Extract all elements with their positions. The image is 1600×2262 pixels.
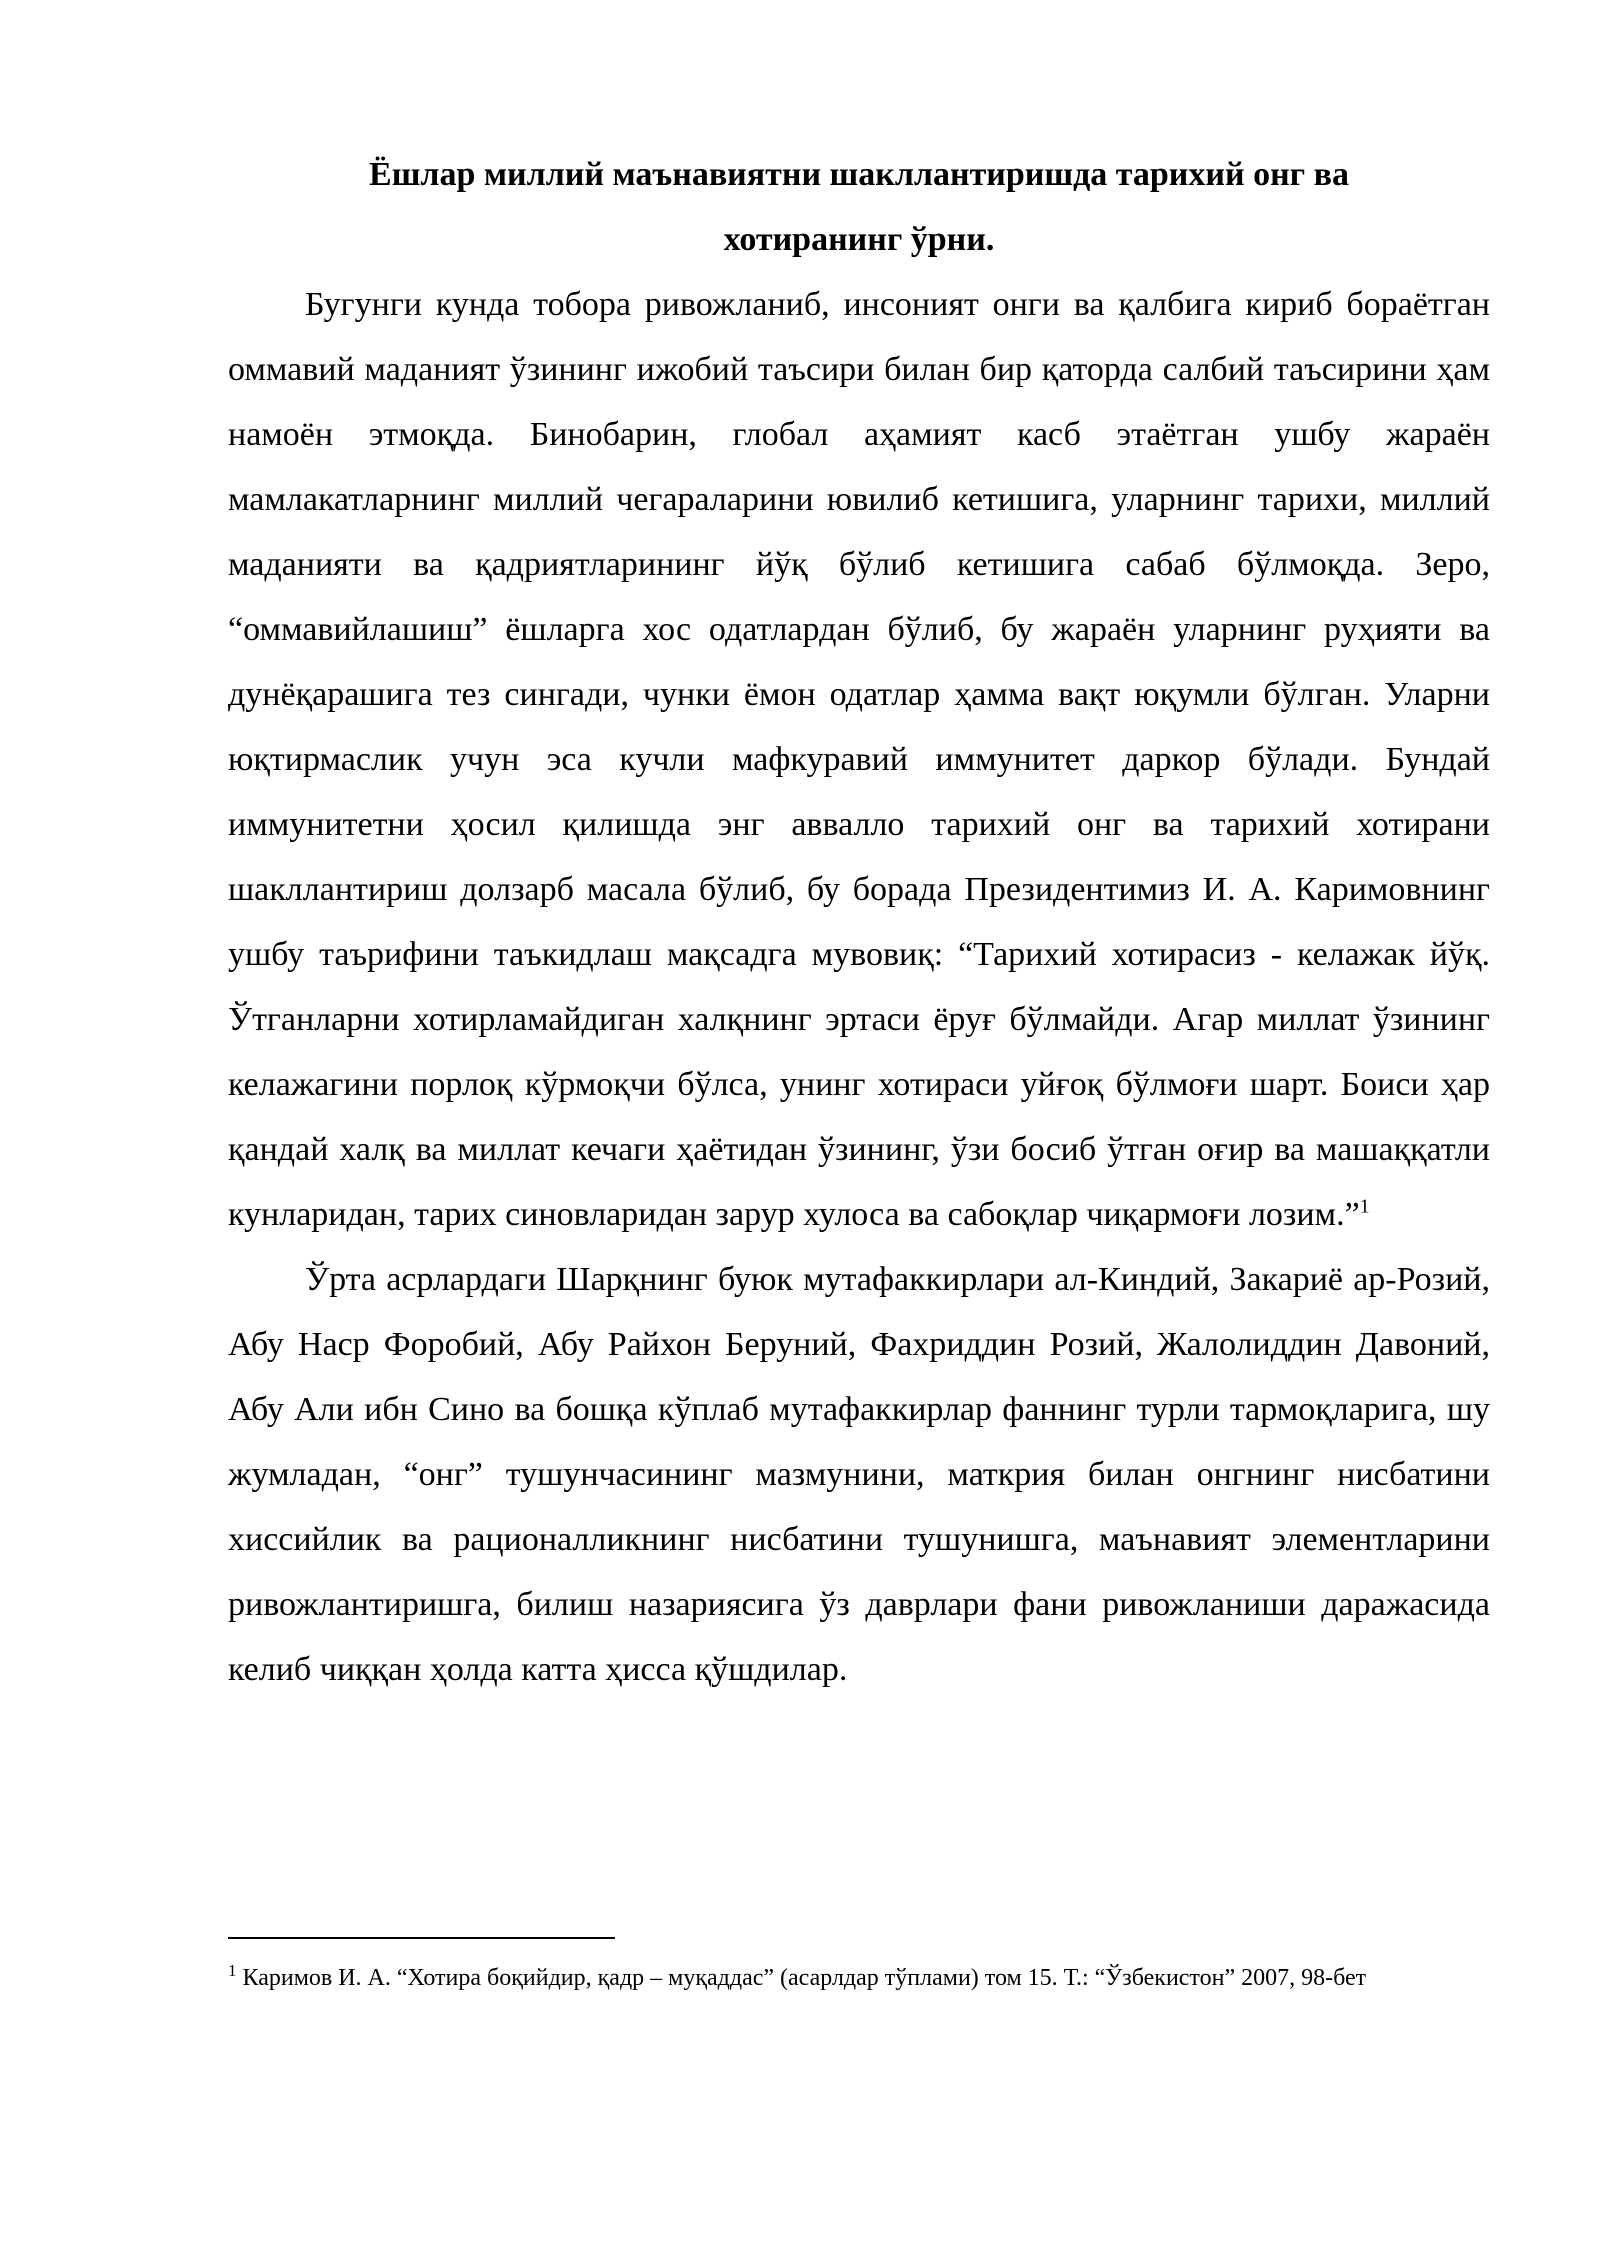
footnote-reference[interactable]: 1 — [1359, 1195, 1370, 1218]
paragraph-1-text: Бугунги кунда тобора ривожланиб, инсоният онги ва қалбига кириб бораётган оммавий маданият ўзининг ижобий таъсири билан бир қаторда салбий таъсирини ҳам намоён этмоқда. Бинобарин, глобал аҳамият касб этаётган ушбу жараён мамлакатларнинг миллий чегараларини ювилиб кетишига, уларнинг тарихи, миллий маданияти ва қадриятларининг йўқ бўлиб кетишига сабаб бўлмоқда. Зеро, “оммавийлашиш” ёшларга хос одатлардан бўлиб, бу жараён уларнинг руҳияти ва дунёқарашига тез сингади, чунки ёмон одатлар ҳамма вақт юқумли бўлган. Уларни юқтирмаслик учун эса кучли мафкуравий иммунитет даркор бўлади. Бундай иммунитетни ҳосил қилишда энг аввалло тарихий онг ва тарихий хотирани шакллантириш долзарб масала бўлиб, бу борада Президентимиз И. А. Каримовнинг ушбу таърифини таъкидлаш мақсадга мувовиқ: “Тарихий хотирасиз - келажак йўқ. Ўтганларни хотирламайдиган халқнинг эртаси ёруғ бўлмайди. Агар миллат ўзининг келажагини порлоқ кўрмоқчи бўлса, унинг хотираси уйғоқ бўлмоғи шарт. Боиси ҳар қандай халқ ва миллат кечаги ҳаётидан ўзининг, ўзи босиб ўтган оғир ва машаққатли кунларидан, тарих синовларидан зарур хулоса ва сабоқлар чиқармоғи лозим.” — [228, 286, 1490, 1233]
body-text — [228, 272, 1490, 1702]
document-title — [228, 142, 1490, 272]
footnote-text: Каримов И. А. “Хотира боқийдир, қадр – муқаддас” (асарлдар тўплами) том 15. Т.: “Ўзбекистон” 2007, 98-бет — [236, 1965, 1367, 1991]
footnote-separator — [228, 1937, 615, 1939]
title-line-2: хотиранинг ўрни. — [723, 221, 995, 258]
footnote — [228, 1953, 1490, 2003]
footnote-number: 1 — [228, 1961, 237, 1980]
title-line-1: Ёшлар миллий маънавиятни шакллантиришда тарихий онг ва — [369, 156, 1349, 193]
paragraph-1 — [228, 272, 1490, 1247]
paragraph-2: Ўрта асрлардаги Шарқнинг буюк мутафаккирлари ал-Киндий, Закариё ар-Розий, Абу Наср Форобий, Абу Райхон Беруний, Фахриддин Розий, Жалолиддин Давоний, Абу Али ибн Сино ва бошқа кўплаб мутафаккирлар фаннинг турли тармоқларига, шу жумладан, “онг” тушунчасининг мазмунини, маткрия билан онгнинг нисбатини хиссийлик ва рационалликнинг нисбатини тушунишга, маънавият элементларини ривожлантиришга, билиш назариясига ўз даврлари фани ривожланиши даражасида келиб чиққан ҳолда катта ҳисса қўшдилар. — [228, 1261, 1490, 1688]
